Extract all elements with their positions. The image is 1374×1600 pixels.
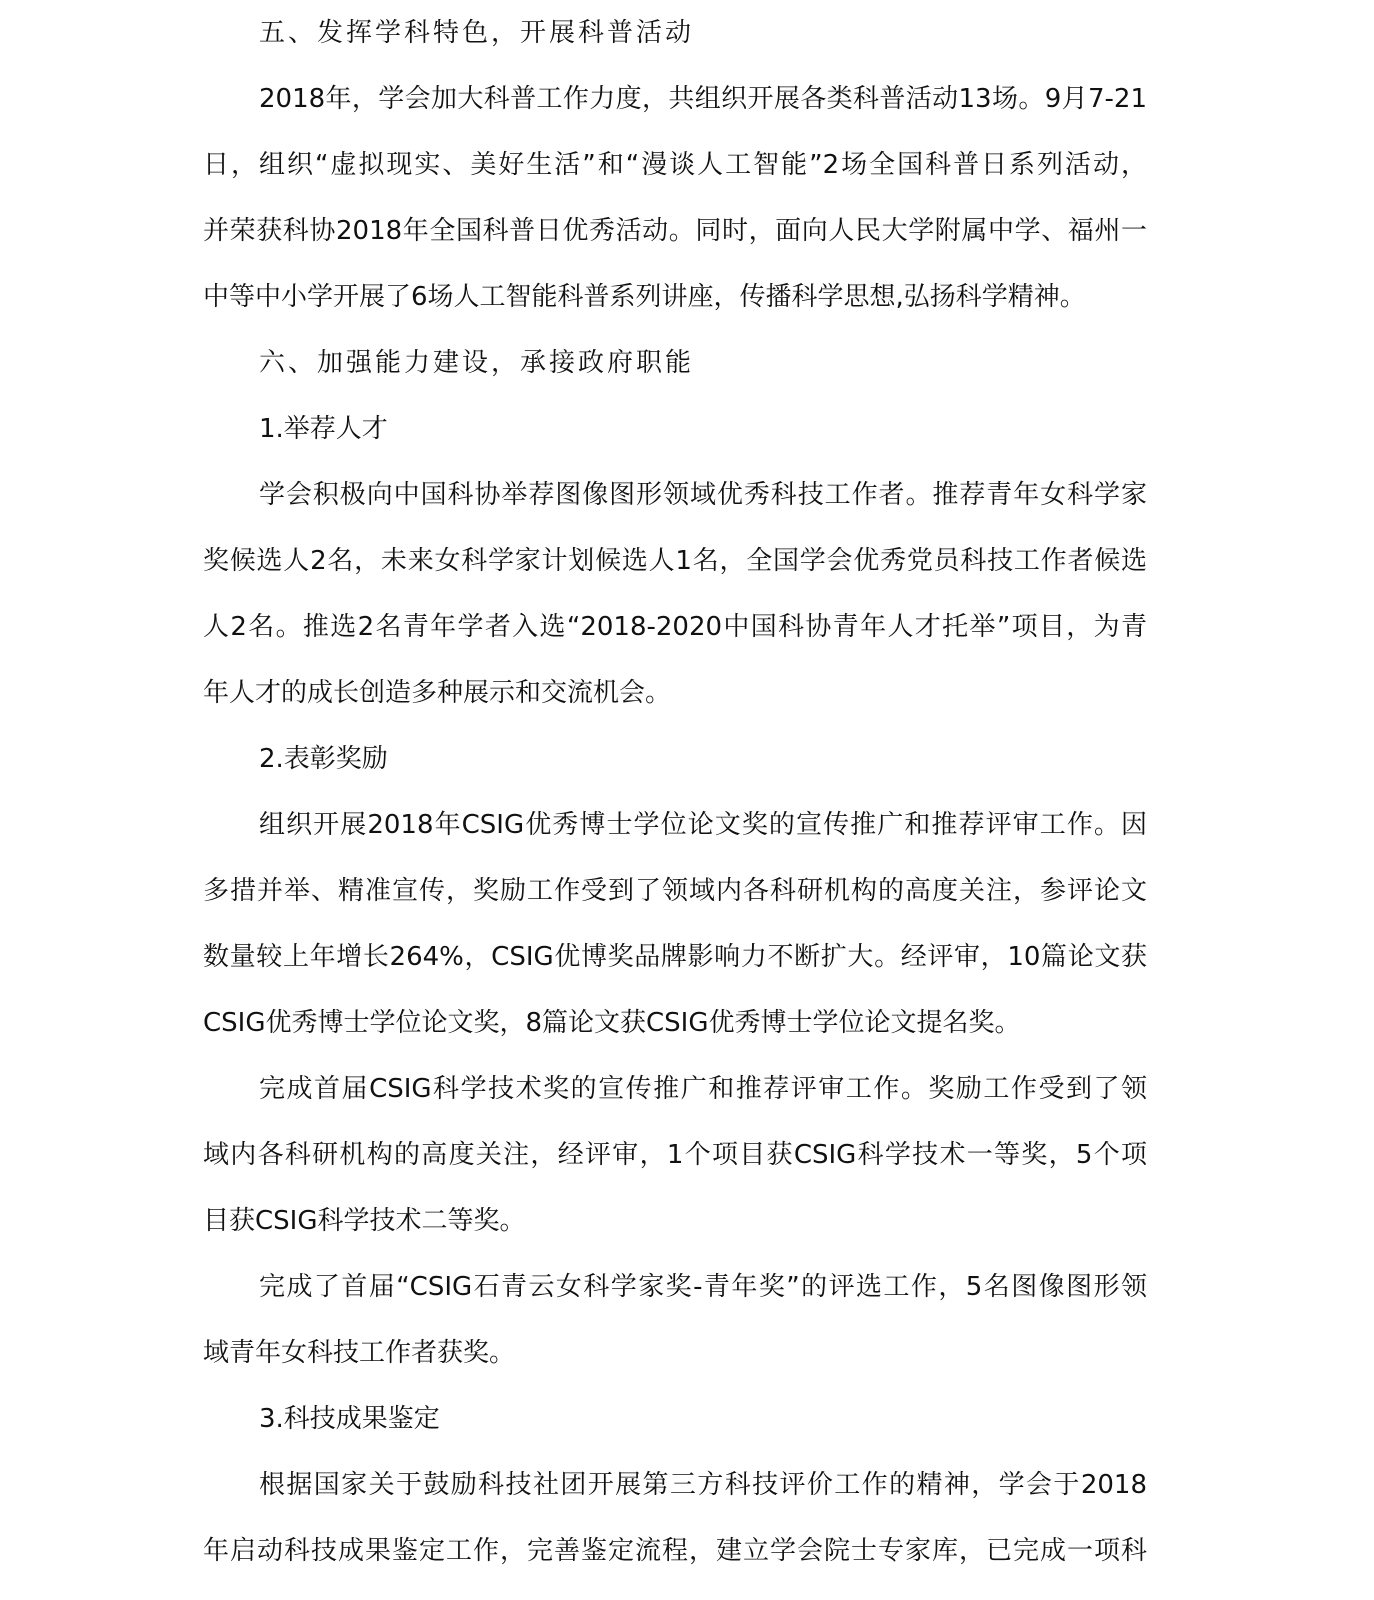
subsection-3-paragraph — [203, 1452, 1147, 1584]
subsection-2-paragraph-3 — [203, 1254, 1147, 1386]
paragraph-line: 中等中小学开展了6场人工智能科普系列讲座，传播科学思想,弘扬科学精神。 — [203, 282, 1086, 312]
paragraph-line: 根据国家关于鼓励科技社团开展第三方科技评价工作的精神，学会于2018 — [259, 1470, 1147, 1500]
subsection-2-paragraph-2 — [203, 1056, 1147, 1254]
paragraph-line: CSIG优秀博士学位论文奖，8篇论文获CSIG优秀博士学位论文提名奖。 — [203, 1008, 1021, 1038]
paragraph-line: 域青年女科技工作者获奖。 — [203, 1338, 516, 1368]
paragraph-line: 并荣获科协2018年全国科普日优秀活动。同时，面向人民大学附属中学、福州一 — [203, 216, 1147, 246]
paragraph-line: 年人才的成长创造多种展示和交流机会。 — [203, 678, 672, 708]
paragraph-line: 数量较上年增长264%，CSIG优博奖品牌影响力不断扩大。经评审，10篇论文获 — [203, 942, 1147, 972]
section-6-heading: 六、加强能力建设，承接政府职能 — [259, 348, 695, 378]
paragraph-line: 年启动科技成果鉴定工作，完善鉴定流程，建立学会院士专家库，已完成一项科 — [203, 1536, 1147, 1566]
paragraph-line: 学会积极向中国科协举荐图像图形领域优秀科技工作者。推荐青年女科学家 — [259, 480, 1147, 510]
paragraph-line: 奖候选人2名，未来女科学家计划候选人1名，全国学会优秀党员科技工作者候选 — [203, 546, 1147, 576]
paragraph-line: 目获CSIG科学技术二等奖。 — [203, 1206, 526, 1236]
subsection-2-paragraph-1 — [203, 792, 1147, 1056]
paragraph-line: 2018年，学会加大科普工作力度，共组织开展各类科普活动13场。9月7-21 — [259, 84, 1147, 114]
paragraph-line: 组织开展2018年CSIG优秀博士学位论文奖的宣传推广和推荐评审工作。因 — [259, 810, 1147, 840]
subsection-1-title: 1.举荐人才 — [259, 414, 388, 444]
paragraph-line: 人2名。推选2名青年学者入选“2018-2020中国科协青年人才托举”项目，为青 — [203, 612, 1147, 642]
document-page — [203, 0, 1147, 1584]
paragraph-line: 域内各科研机构的高度关注，经评审，1个项目获CSIG科学技术一等奖，5个项 — [203, 1140, 1147, 1170]
paragraph-line: 完成首届CSIG科学技术奖的宣传推广和推荐评审工作。奖励工作受到了领 — [259, 1074, 1147, 1104]
subsection-1-paragraph — [203, 462, 1147, 726]
paragraph-line: 日，组织“虚拟现实、美好生活”和“漫谈人工智能”2场全国科普日系列活动， — [203, 150, 1147, 180]
paragraph-line: 完成了首届“CSIG石青云女科学家奖-青年奖”的评选工作，5名图像图形领 — [259, 1272, 1147, 1302]
paragraph-line: 多措并举、精准宣传，奖励工作受到了领域内各科研机构的高度关注，参评论文 — [203, 876, 1147, 906]
subsection-2-title: 2.表彰奖励 — [259, 744, 388, 774]
section-5-heading: 五、发挥学科特色，开展科普活动 — [259, 18, 695, 48]
section-5-paragraph — [203, 66, 1147, 330]
subsection-3-title: 3.科技成果鉴定 — [259, 1404, 440, 1434]
